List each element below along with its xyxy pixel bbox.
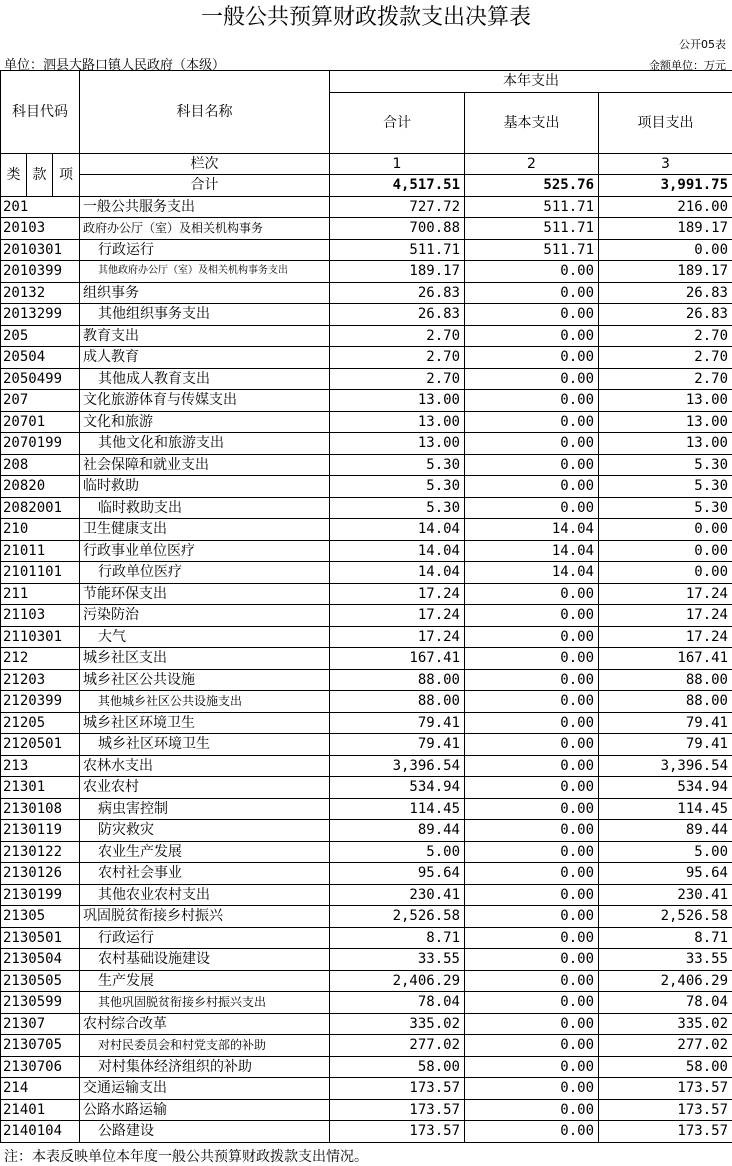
row-project: 0.00 bbox=[599, 562, 732, 584]
row-total: 79.41 bbox=[330, 712, 465, 734]
row-total: 13.00 bbox=[330, 433, 465, 455]
row-code: 21301 bbox=[1, 777, 80, 799]
row-basic: 14.04 bbox=[465, 540, 599, 562]
row-code: 2110301 bbox=[1, 626, 80, 648]
row-name: 节能环保支出 bbox=[80, 583, 330, 605]
row-project: 173.57 bbox=[599, 1099, 732, 1121]
table-row bbox=[1, 497, 732, 519]
row-basic: 0.00 bbox=[465, 1035, 599, 1057]
row-project: 2,526.58 bbox=[599, 906, 732, 928]
row-basic: 0.00 bbox=[465, 906, 599, 928]
row-total: 13.00 bbox=[330, 411, 465, 433]
row-name: 临时救助 bbox=[80, 476, 330, 498]
header-basic: 基本支出 bbox=[465, 92, 599, 153]
row-name: 农业生产发展 bbox=[80, 841, 330, 863]
row-basic: 0.00 bbox=[465, 691, 599, 713]
row-code: 208 bbox=[1, 454, 80, 476]
row-project: 2.70 bbox=[599, 325, 732, 347]
table-row bbox=[1, 734, 732, 756]
row-code: 20504 bbox=[1, 347, 80, 369]
row-total: 26.83 bbox=[330, 304, 465, 326]
table-row bbox=[1, 755, 732, 777]
row-name: 行政事业单位医疗 bbox=[80, 540, 330, 562]
row-code: 2130126 bbox=[1, 863, 80, 885]
total-label: 合计 bbox=[80, 175, 330, 197]
table-row bbox=[1, 562, 732, 584]
row-code: 21103 bbox=[1, 605, 80, 627]
row-name: 一般公共服务支出 bbox=[80, 196, 330, 218]
row-basic: 0.00 bbox=[465, 497, 599, 519]
table-row bbox=[1, 777, 732, 799]
table-row bbox=[1, 304, 732, 326]
row-basic: 0.00 bbox=[465, 841, 599, 863]
row-total: 173.57 bbox=[330, 1121, 465, 1143]
row-basic: 0.00 bbox=[465, 261, 599, 283]
table-row bbox=[1, 282, 732, 304]
table-row bbox=[1, 841, 732, 863]
row-code: 2050499 bbox=[1, 368, 80, 390]
row-name: 污染防治 bbox=[80, 605, 330, 627]
table-row bbox=[1, 1035, 732, 1057]
row-name: 大气 bbox=[80, 626, 330, 648]
row-total: 5.30 bbox=[330, 476, 465, 498]
row-code: 21305 bbox=[1, 906, 80, 928]
row-project: 189.17 bbox=[599, 218, 732, 240]
row-code: 212 bbox=[1, 648, 80, 670]
row-project: 0.00 bbox=[599, 239, 732, 261]
table-row bbox=[1, 390, 732, 412]
row-total: 173.57 bbox=[330, 1078, 465, 1100]
row-name: 卫生健康支出 bbox=[80, 519, 330, 541]
row-total: 13.00 bbox=[330, 390, 465, 412]
expenditure-table bbox=[0, 70, 732, 1143]
row-basic: 0.00 bbox=[465, 454, 599, 476]
total-project: 3,991.75 bbox=[599, 175, 732, 197]
header-kuan: 款 bbox=[27, 153, 53, 196]
header-total: 合计 bbox=[330, 92, 465, 153]
row-code: 2130705 bbox=[1, 1035, 80, 1057]
row-basic: 0.00 bbox=[465, 1013, 599, 1035]
row-project: 5.30 bbox=[599, 454, 732, 476]
row-basic: 0.00 bbox=[465, 820, 599, 842]
row-name: 教育支出 bbox=[80, 325, 330, 347]
row-basic: 0.00 bbox=[465, 347, 599, 369]
row-code: 2120501 bbox=[1, 734, 80, 756]
row-basic: 0.00 bbox=[465, 884, 599, 906]
row-name: 行政运行 bbox=[80, 927, 330, 949]
row-name: 农林水支出 bbox=[80, 755, 330, 777]
row-code: 214 bbox=[1, 1078, 80, 1100]
row-project: 5.30 bbox=[599, 476, 732, 498]
table-row bbox=[1, 605, 732, 627]
row-project: 277.02 bbox=[599, 1035, 732, 1057]
header-xiang: 项 bbox=[53, 153, 80, 196]
row-project: 230.41 bbox=[599, 884, 732, 906]
row-project: 534.94 bbox=[599, 777, 732, 799]
row-code: 2010399 bbox=[1, 261, 80, 283]
row-code: 20103 bbox=[1, 218, 80, 240]
row-project: 79.41 bbox=[599, 734, 732, 756]
row-total: 5.00 bbox=[330, 841, 465, 863]
row-basic: 0.00 bbox=[465, 1099, 599, 1121]
row-total: 88.00 bbox=[330, 669, 465, 691]
row-name: 城乡社区公共设施 bbox=[80, 669, 330, 691]
row-name: 政府办公厅（室）及相关机构事务 bbox=[80, 218, 330, 240]
row-total: 5.30 bbox=[330, 454, 465, 476]
table-row bbox=[1, 411, 732, 433]
row-code: 20820 bbox=[1, 476, 80, 498]
footnote: 注：本表反映单位本年度一般公共预算财政拨款支出情况。 bbox=[4, 1149, 368, 1165]
table-row bbox=[1, 863, 732, 885]
header-column-index: 栏次 bbox=[80, 153, 330, 175]
row-project: 26.83 bbox=[599, 304, 732, 326]
row-total: 167.41 bbox=[330, 648, 465, 670]
table-row bbox=[1, 261, 732, 283]
row-code: 2130119 bbox=[1, 820, 80, 842]
table-row bbox=[1, 583, 732, 605]
row-name: 农村基础设施建设 bbox=[80, 949, 330, 971]
table-row bbox=[1, 540, 732, 562]
table-row bbox=[1, 884, 732, 906]
row-basic: 0.00 bbox=[465, 605, 599, 627]
header-col2: 2 bbox=[465, 153, 599, 175]
table-row bbox=[1, 454, 732, 476]
row-project: 2,406.29 bbox=[599, 970, 732, 992]
table-row bbox=[1, 1056, 732, 1078]
row-project: 78.04 bbox=[599, 992, 732, 1014]
table-row bbox=[1, 347, 732, 369]
row-code: 2130122 bbox=[1, 841, 80, 863]
row-total: 79.41 bbox=[330, 734, 465, 756]
row-basic: 0.00 bbox=[465, 1121, 599, 1143]
row-name: 公路水路运输 bbox=[80, 1099, 330, 1121]
row-code: 20701 bbox=[1, 411, 80, 433]
row-project: 216.00 bbox=[599, 196, 732, 218]
row-basic: 0.00 bbox=[465, 777, 599, 799]
row-name: 公路建设 bbox=[80, 1121, 330, 1143]
row-basic: 0.00 bbox=[465, 476, 599, 498]
row-project: 33.55 bbox=[599, 949, 732, 971]
row-basic: 511.71 bbox=[465, 196, 599, 218]
row-code: 2101101 bbox=[1, 562, 80, 584]
row-total: 727.72 bbox=[330, 196, 465, 218]
row-code: 213 bbox=[1, 755, 80, 777]
table-row bbox=[1, 648, 732, 670]
row-code: 2130108 bbox=[1, 798, 80, 820]
row-total: 14.04 bbox=[330, 540, 465, 562]
row-total: 8.71 bbox=[330, 927, 465, 949]
row-project: 8.71 bbox=[599, 927, 732, 949]
row-total: 2.70 bbox=[330, 325, 465, 347]
row-project: 0.00 bbox=[599, 519, 732, 541]
row-total: 2,526.58 bbox=[330, 906, 465, 928]
row-name: 组织事务 bbox=[80, 282, 330, 304]
table-row bbox=[1, 927, 732, 949]
total-basic: 525.76 bbox=[465, 175, 599, 197]
row-name: 社会保障和就业支出 bbox=[80, 454, 330, 476]
row-name: 行政单位医疗 bbox=[80, 562, 330, 584]
table-row bbox=[1, 820, 732, 842]
row-project: 88.00 bbox=[599, 691, 732, 713]
row-basic: 0.00 bbox=[465, 626, 599, 648]
row-basic: 0.00 bbox=[465, 1056, 599, 1078]
header-lei: 类 bbox=[1, 153, 27, 196]
row-basic: 0.00 bbox=[465, 798, 599, 820]
row-total: 189.17 bbox=[330, 261, 465, 283]
table-row bbox=[1, 1121, 732, 1143]
row-total: 173.57 bbox=[330, 1099, 465, 1121]
header-col3: 3 bbox=[599, 153, 732, 175]
table-row bbox=[1, 906, 732, 928]
table-row bbox=[1, 1078, 732, 1100]
row-basic: 0.00 bbox=[465, 282, 599, 304]
header-code: 科目代码 bbox=[1, 71, 80, 154]
row-total: 33.55 bbox=[330, 949, 465, 971]
row-total: 230.41 bbox=[330, 884, 465, 906]
table-row bbox=[1, 949, 732, 971]
row-basic: 0.00 bbox=[465, 1078, 599, 1100]
row-project: 173.57 bbox=[599, 1078, 732, 1100]
row-project: 13.00 bbox=[599, 390, 732, 412]
row-project: 88.00 bbox=[599, 669, 732, 691]
row-name: 其他成人教育支出 bbox=[80, 368, 330, 390]
row-code: 210 bbox=[1, 519, 80, 541]
row-basic: 0.00 bbox=[465, 669, 599, 691]
table-row bbox=[1, 970, 732, 992]
total-amount: 4,517.51 bbox=[330, 175, 465, 197]
row-project: 335.02 bbox=[599, 1013, 732, 1035]
row-basic: 0.00 bbox=[465, 390, 599, 412]
row-name: 文化和旅游 bbox=[80, 411, 330, 433]
row-name: 文化旅游体育与传媒支出 bbox=[80, 390, 330, 412]
row-basic: 0.00 bbox=[465, 949, 599, 971]
form-number: 公开05表 bbox=[679, 38, 726, 51]
row-project: 13.00 bbox=[599, 433, 732, 455]
row-project: 89.44 bbox=[599, 820, 732, 842]
row-project: 58.00 bbox=[599, 1056, 732, 1078]
row-total: 14.04 bbox=[330, 519, 465, 541]
header-project: 项目支出 bbox=[599, 92, 732, 153]
row-name: 其他文化和旅游支出 bbox=[80, 433, 330, 455]
row-code: 21401 bbox=[1, 1099, 80, 1121]
row-code: 2070199 bbox=[1, 433, 80, 455]
row-code: 207 bbox=[1, 390, 80, 412]
row-code: 21011 bbox=[1, 540, 80, 562]
table-row bbox=[1, 519, 732, 541]
row-code: 2130504 bbox=[1, 949, 80, 971]
row-basic: 0.00 bbox=[465, 927, 599, 949]
table-row bbox=[1, 325, 732, 347]
row-name: 其他农业农村支出 bbox=[80, 884, 330, 906]
row-project: 26.83 bbox=[599, 282, 732, 304]
row-code: 2130505 bbox=[1, 970, 80, 992]
total-row bbox=[1, 175, 732, 197]
table-row bbox=[1, 476, 732, 498]
row-project: 189.17 bbox=[599, 261, 732, 283]
row-code: 2130599 bbox=[1, 992, 80, 1014]
row-code: 2013299 bbox=[1, 304, 80, 326]
row-name: 临时救助支出 bbox=[80, 497, 330, 519]
header-col1: 1 bbox=[330, 153, 465, 175]
row-code: 205 bbox=[1, 325, 80, 347]
row-code: 2120399 bbox=[1, 691, 80, 713]
row-code: 2130706 bbox=[1, 1056, 80, 1078]
row-basic: 511.71 bbox=[465, 239, 599, 261]
row-total: 17.24 bbox=[330, 605, 465, 627]
row-basic: 0.00 bbox=[465, 325, 599, 347]
row-code: 2130199 bbox=[1, 884, 80, 906]
row-project: 17.24 bbox=[599, 605, 732, 627]
row-project: 79.41 bbox=[599, 712, 732, 734]
report-title: 一般公共预算财政拨款支出决算表 bbox=[200, 5, 531, 30]
row-name: 其他城乡社区公共设施支出 bbox=[80, 691, 330, 713]
row-project: 167.41 bbox=[599, 648, 732, 670]
row-name: 其他政府办公厅（室）及相关机构事务支出 bbox=[80, 261, 330, 283]
row-total: 534.94 bbox=[330, 777, 465, 799]
row-total: 78.04 bbox=[330, 992, 465, 1014]
table-row bbox=[1, 239, 732, 261]
row-name: 其他组织事务支出 bbox=[80, 304, 330, 326]
row-total: 511.71 bbox=[330, 239, 465, 261]
row-project: 5.00 bbox=[599, 841, 732, 863]
row-name: 对村集体经济组织的补助 bbox=[80, 1056, 330, 1078]
row-project: 17.24 bbox=[599, 583, 732, 605]
row-total: 89.44 bbox=[330, 820, 465, 842]
row-code: 2130501 bbox=[1, 927, 80, 949]
row-name: 巩固脱贫衔接乡村振兴 bbox=[80, 906, 330, 928]
table-row bbox=[1, 669, 732, 691]
row-basic: 14.04 bbox=[465, 562, 599, 584]
header-current-year: 本年支出 bbox=[330, 71, 732, 93]
row-total: 17.24 bbox=[330, 626, 465, 648]
table-row bbox=[1, 626, 732, 648]
row-basic: 0.00 bbox=[465, 648, 599, 670]
table-row bbox=[1, 433, 732, 455]
amount-unit-label: 金额单位：万元 bbox=[649, 59, 726, 72]
row-project: 173.57 bbox=[599, 1121, 732, 1143]
table-row bbox=[1, 218, 732, 240]
row-basic: 0.00 bbox=[465, 433, 599, 455]
table-row bbox=[1, 1099, 732, 1121]
row-project: 13.00 bbox=[599, 411, 732, 433]
row-total: 700.88 bbox=[330, 218, 465, 240]
row-name: 城乡社区支出 bbox=[80, 648, 330, 670]
table-row bbox=[1, 992, 732, 1014]
row-name: 对村民委员会和村党支部的补助 bbox=[80, 1035, 330, 1057]
row-basic: 0.00 bbox=[465, 368, 599, 390]
row-project: 2.70 bbox=[599, 347, 732, 369]
row-project: 95.64 bbox=[599, 863, 732, 885]
row-basic: 0.00 bbox=[465, 304, 599, 326]
row-name: 农业农村 bbox=[80, 777, 330, 799]
row-basic: 0.00 bbox=[465, 411, 599, 433]
row-code: 211 bbox=[1, 583, 80, 605]
row-project: 3,396.54 bbox=[599, 755, 732, 777]
row-code: 21307 bbox=[1, 1013, 80, 1035]
row-total: 2.70 bbox=[330, 347, 465, 369]
row-code: 2010301 bbox=[1, 239, 80, 261]
row-project: 5.30 bbox=[599, 497, 732, 519]
row-total: 88.00 bbox=[330, 691, 465, 713]
row-name: 农村综合改革 bbox=[80, 1013, 330, 1035]
row-total: 14.04 bbox=[330, 562, 465, 584]
row-total: 2.70 bbox=[330, 368, 465, 390]
row-basic: 0.00 bbox=[465, 992, 599, 1014]
row-name: 城乡社区环境卫生 bbox=[80, 712, 330, 734]
row-total: 3,396.54 bbox=[330, 755, 465, 777]
row-name: 防灾救灾 bbox=[80, 820, 330, 842]
row-basic: 0.00 bbox=[465, 755, 599, 777]
row-name: 城乡社区环境卫生 bbox=[80, 734, 330, 756]
row-name: 农村社会事业 bbox=[80, 863, 330, 885]
row-basic: 0.00 bbox=[465, 712, 599, 734]
row-basic: 14.04 bbox=[465, 519, 599, 541]
row-basic: 0.00 bbox=[465, 734, 599, 756]
row-code: 20132 bbox=[1, 282, 80, 304]
row-project: 114.45 bbox=[599, 798, 732, 820]
row-total: 17.24 bbox=[330, 583, 465, 605]
row-total: 5.30 bbox=[330, 497, 465, 519]
row-total: 114.45 bbox=[330, 798, 465, 820]
row-total: 58.00 bbox=[330, 1056, 465, 1078]
table-row bbox=[1, 798, 732, 820]
row-code: 201 bbox=[1, 196, 80, 218]
header-name: 科目名称 bbox=[80, 71, 330, 154]
table-row bbox=[1, 1013, 732, 1035]
row-total: 26.83 bbox=[330, 282, 465, 304]
row-basic: 0.00 bbox=[465, 970, 599, 992]
table-row bbox=[1, 368, 732, 390]
table-row bbox=[1, 691, 732, 713]
row-basic: 0.00 bbox=[465, 863, 599, 885]
row-code: 21205 bbox=[1, 712, 80, 734]
row-name: 成人教育 bbox=[80, 347, 330, 369]
row-project: 17.24 bbox=[599, 626, 732, 648]
unit-label: 单位：泗县大路口镇人民政府（本级） bbox=[4, 58, 226, 73]
row-project: 0.00 bbox=[599, 540, 732, 562]
row-project: 2.70 bbox=[599, 368, 732, 390]
row-total: 335.02 bbox=[330, 1013, 465, 1035]
row-name: 行政运行 bbox=[80, 239, 330, 261]
row-name: 交通运输支出 bbox=[80, 1078, 330, 1100]
row-basic: 511.71 bbox=[465, 218, 599, 240]
row-basic: 0.00 bbox=[465, 583, 599, 605]
row-total: 2,406.29 bbox=[330, 970, 465, 992]
row-name: 其他巩固脱贫衔接乡村振兴支出 bbox=[80, 992, 330, 1014]
row-name: 生产发展 bbox=[80, 970, 330, 992]
table-row bbox=[1, 196, 732, 218]
row-name: 病虫害控制 bbox=[80, 798, 330, 820]
row-code: 2140104 bbox=[1, 1121, 80, 1143]
table-row bbox=[1, 712, 732, 734]
row-code: 2082001 bbox=[1, 497, 80, 519]
row-total: 277.02 bbox=[330, 1035, 465, 1057]
row-total: 95.64 bbox=[330, 863, 465, 885]
row-code: 21203 bbox=[1, 669, 80, 691]
